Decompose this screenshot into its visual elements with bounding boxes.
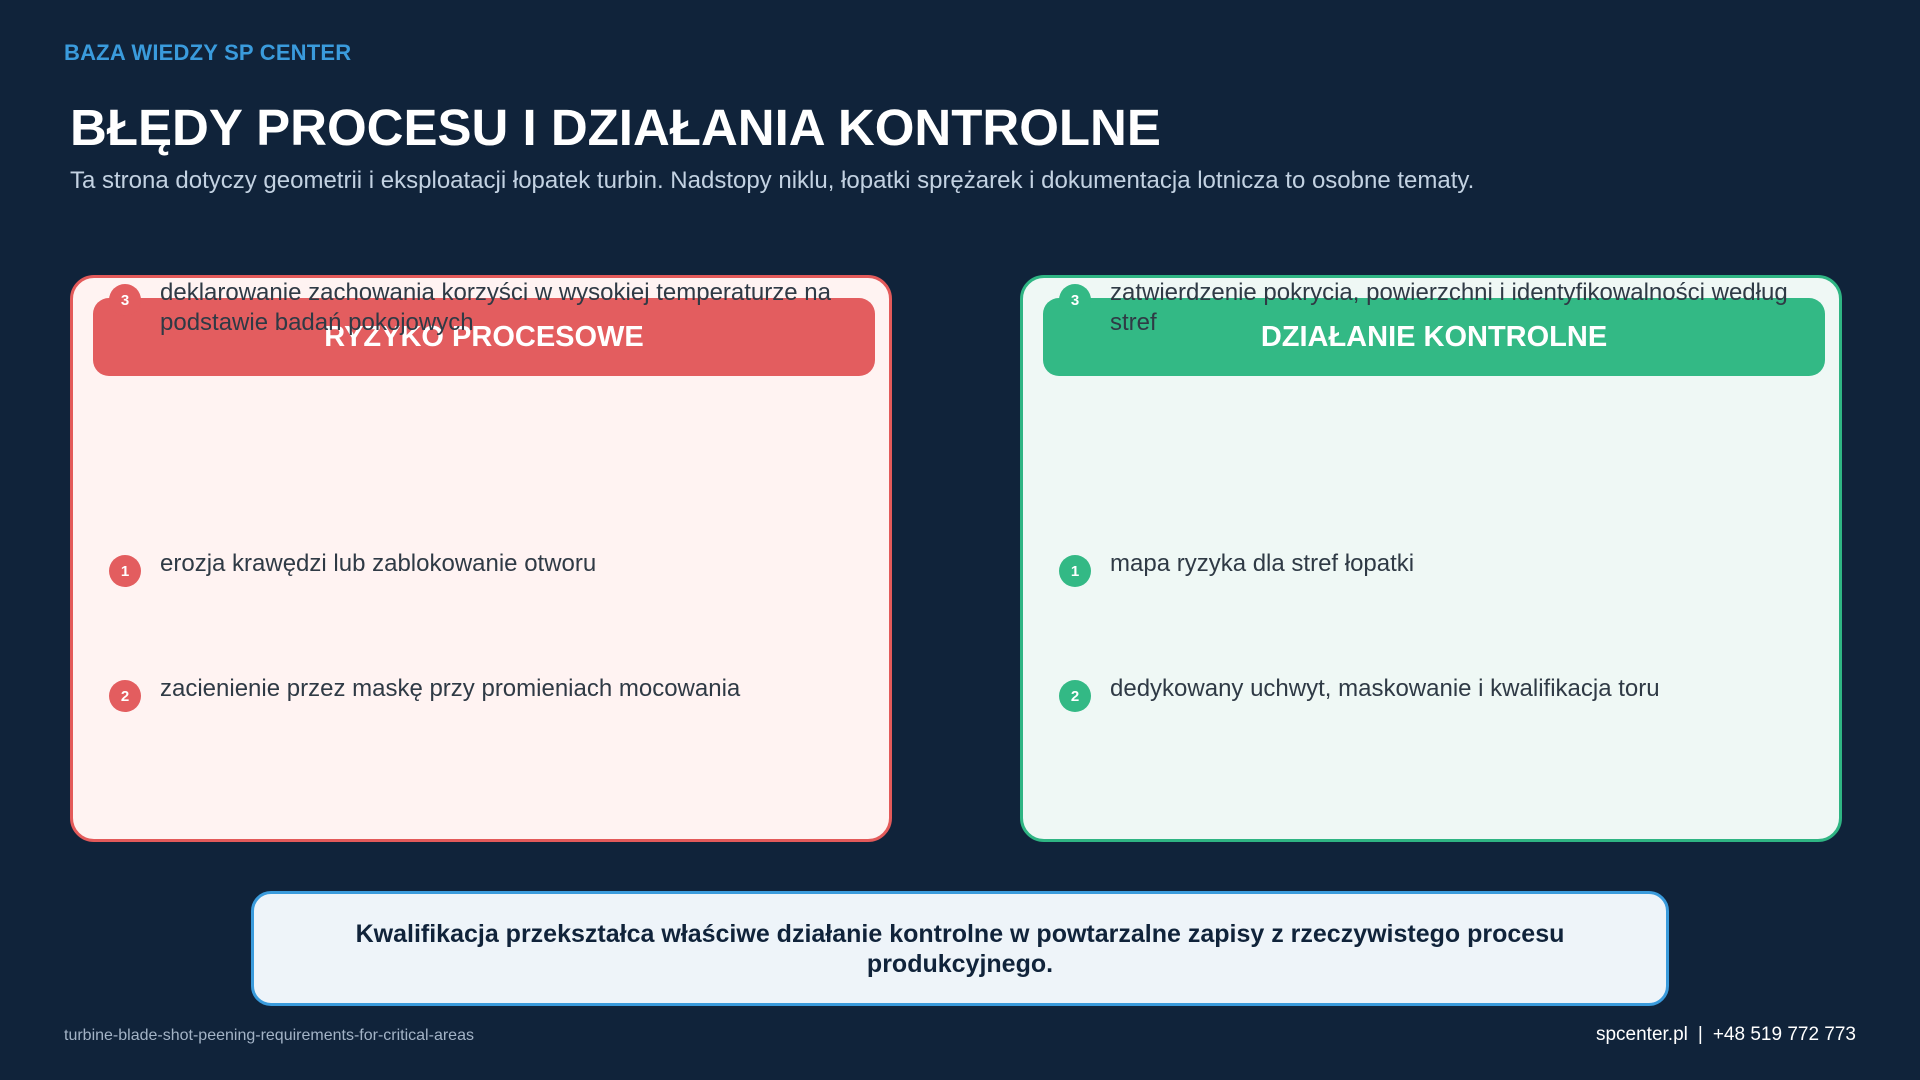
risk-item: [109, 549, 849, 587]
page-title: BŁĘDY PROCESU I DZIAŁANIA KONTROLNE: [70, 99, 1161, 156]
control-item-text: mapa ryzyka dla stref łopatki: [1110, 550, 1415, 577]
risk-item: [109, 278, 849, 338]
control-item-text: zatwierdzenie pokrycia, powierzchni i identyfikowalności według stref: [1110, 279, 1788, 336]
control-item: [1059, 549, 1799, 587]
control-card-header: DZIAŁANIE KONTROLNE: [1043, 298, 1825, 376]
risk-card-header: RYZYKO PROCESOWE: [93, 298, 875, 376]
control-item-number-badge: 1: [1059, 555, 1091, 587]
summary-callout-text: Kwalifikacja przekształca właściwe działanie kontrolne w powtarzalne zapisy z rzeczywistego procesu produkcyjnego.: [355, 919, 1565, 978]
control-item-number-badge: 2: [1059, 680, 1091, 712]
control-item-text: dedykowany uchwyt, maskowanie i kwalifikacja toru: [1110, 675, 1660, 702]
footer-slug: turbine-blade-shot-peening-requirements-for-critical-areas: [64, 1027, 474, 1044]
risk-item-number-badge: 3: [109, 284, 141, 316]
footer-phone[interactable]: +48 519 772 773: [1712, 1024, 1856, 1045]
control-item: [1059, 674, 1799, 712]
control-card: [1020, 275, 1842, 842]
risk-item-number-badge: 2: [109, 680, 141, 712]
control-item-number-badge: 3: [1059, 284, 1091, 316]
control-item: [1059, 278, 1799, 338]
footer-contact: [1596, 1024, 1856, 1046]
brand-label: BAZA WIEDZY SP CENTER: [64, 40, 352, 65]
page-subtitle: Ta strona dotyczy geometrii i eksploatacji łopatek turbin. Nadstopy niklu, łopatki sprężarek i dokumentacja lotnicza to osobne tematy.: [70, 167, 1475, 194]
footer-separator: |: [1697, 1024, 1703, 1045]
risk-item-text: deklarowanie zachowania korzyści w wysokiej temperaturze na podstawie badań pokojowych: [160, 279, 831, 336]
footer-website-link[interactable]: spcenter.pl: [1595, 1024, 1688, 1045]
risk-item-text: zacienienie przez maskę przy promieniach mocowania: [160, 675, 741, 702]
risk-item-text: erozja krawędzi lub zablokowanie otworu: [160, 550, 597, 577]
risk-item-number-badge: 1: [109, 555, 141, 587]
risk-item: [109, 674, 849, 712]
risk-card: [70, 275, 892, 842]
summary-callout: [251, 891, 1669, 1006]
